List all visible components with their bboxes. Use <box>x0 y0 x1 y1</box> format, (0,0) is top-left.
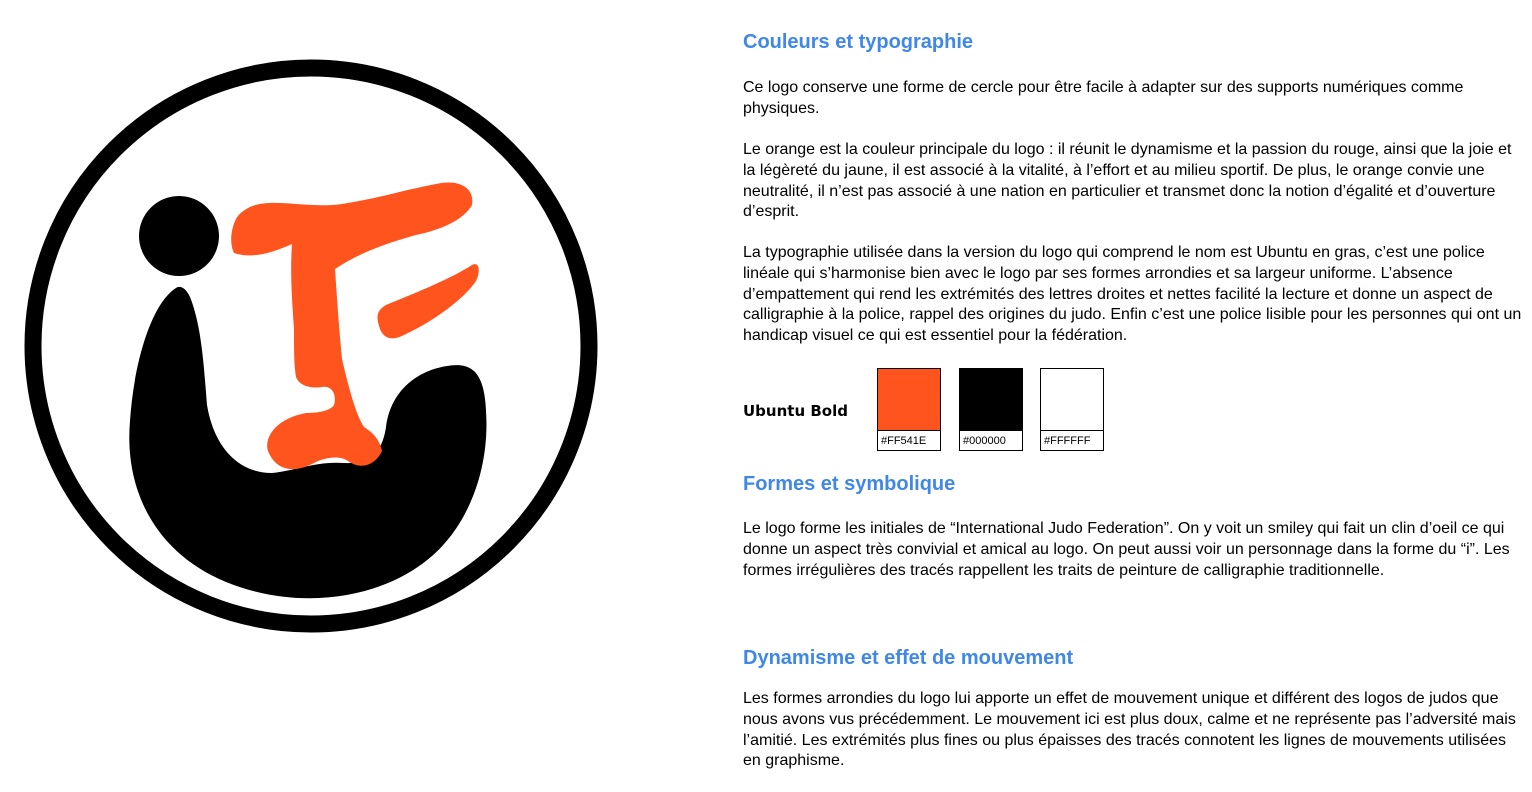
paragraph-orange-color: Le orange est la couleur principale du logo : il réunit le dynamisme et la passion du rouge, ainsi que la joie et la légèreté du jaune, il est associé à la vitalité, à l’effort et au milieu sportif. De plus, le orange convie une neutralité, il n’est pas associé à une nation en particulier et transmet donc la notion d’égalité et d’ouverture d’esprit. <box>743 141 1512 221</box>
paragraph-dynamism: Les formes arrondies du logo lui apporte un effet de mouvement unique et différent des logos de judos que nous avons vus précédemment. Le mouvement ici est plus doux, calme et ne représente pas l’adversité mais l’amitié. Les extrémités plus fines ou plus épaisses des tracés connotent les lignes de mouvements utilisées en graphisme. <box>743 690 1516 770</box>
paragraph-shapes-symbolism: Le logo forme les initiales de “International Judo Federation”. On y voit un smiley qui fait un clin d’oeil ce qui donne un aspect très convivial et amical au logo. On peut aussi voir un personnage dans la forme du “i”. Les formes irrégulières des tracés rappellent les traits de peinture de calligraphie traditionnelle. <box>743 520 1510 579</box>
logo-dot <box>139 196 219 276</box>
swatch-chip-white <box>1041 369 1103 431</box>
paragraph-circle-shape: Ce logo conserve une forme de cercle pour être facile à adapter sur des supports numériques comme physiques. <box>743 79 1464 117</box>
section-title-colors-typography: Couleurs et typographie <box>743 31 974 53</box>
color-swatch-white <box>1040 368 1104 451</box>
swatch-code-black: #000000 <box>963 435 1006 447</box>
section-title-shapes-symbolism: Formes et symbolique <box>743 473 956 495</box>
paragraph-typography: La typographie utilisée dans la version du logo qui comprend le nom est Ubuntu en gras, c’est une police linéale qui s’harmonise bien avec le logo par ses formes arrondies et sa largeur uniforme. L’absence d’empattement qui rend les extrémités des lettres droites et nettes facilité la lecture et donne un aspect de calligraphie à la police, rappel des origines du judo. Enfin c’est une police lisible pour les personnes qui ont un handicap visuel ce qui est essentiel pour la fédération. <box>743 244 1522 345</box>
swatch-code-orange: #FF541E <box>881 435 927 447</box>
swatch-code-white: #FFFFFF <box>1044 435 1091 447</box>
ijf-logo <box>24 59 598 633</box>
color-swatch-black <box>959 368 1023 451</box>
logo-orange-stroke <box>378 264 479 338</box>
section-title-dynamism: Dynamisme et effet de mouvement <box>743 647 1074 669</box>
color-swatch-orange <box>877 368 941 451</box>
ijf-logo-artwork <box>24 59 598 633</box>
font-sample-label: Ubuntu Bold <box>743 402 848 420</box>
swatch-chip-black <box>960 369 1022 431</box>
swatch-chip-orange <box>878 369 940 431</box>
